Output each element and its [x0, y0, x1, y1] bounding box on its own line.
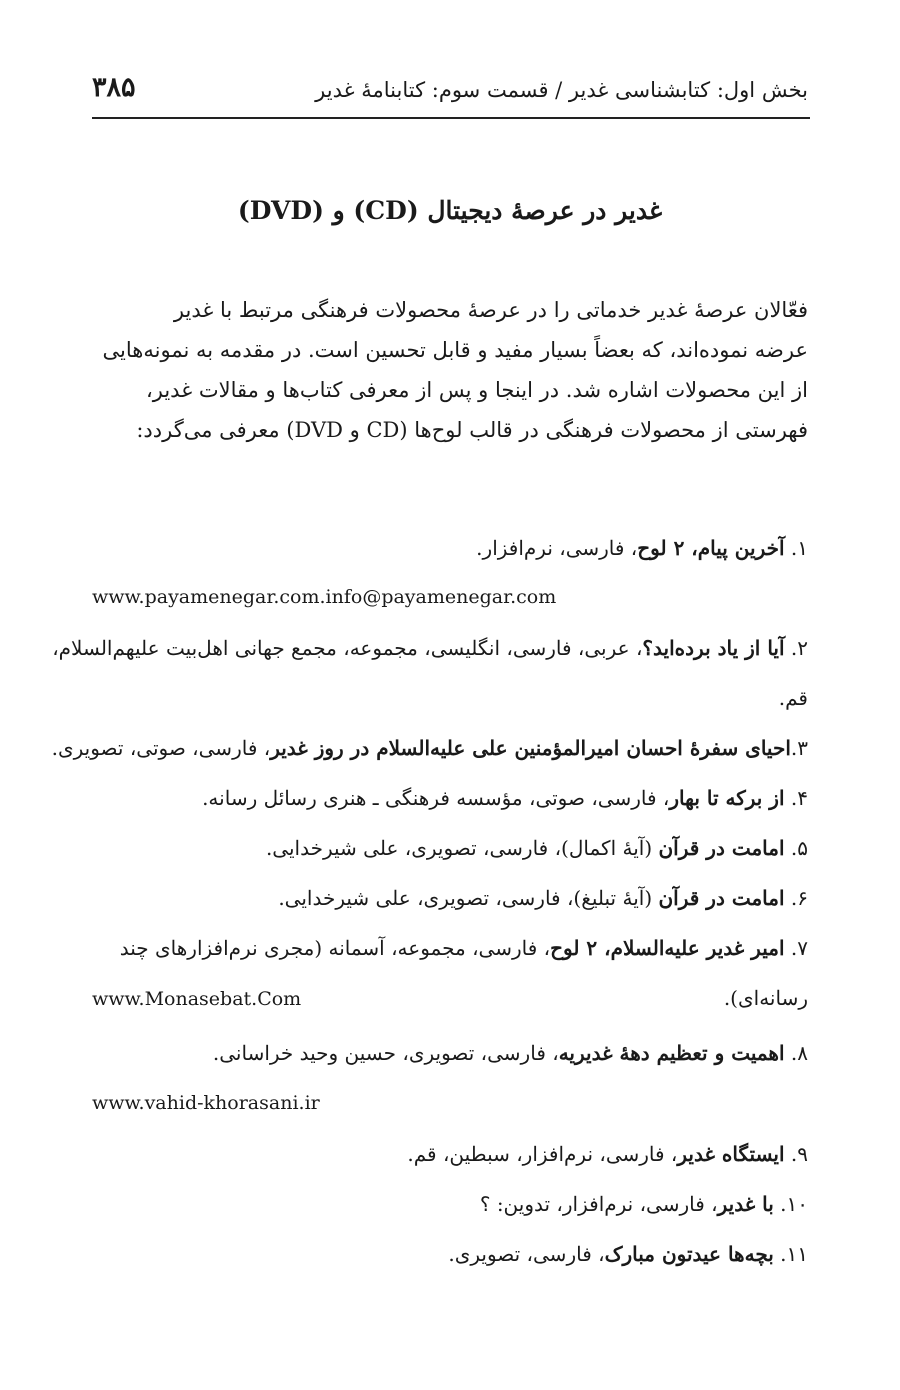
intro-line: فهرستی از محصولات فرهنگی در قالب لوح‌ها (CD و DVD) معرفی می‌گردد: [136, 418, 808, 442]
item-number: ۱. [784, 536, 808, 560]
list-item [120, 936, 808, 960]
item-details: ، فارسی، تصویری، حسین وحید خراسانی. [212, 1041, 559, 1065]
list-item [278, 886, 808, 910]
running-header-title: بخش اول: کتابشناسی غدیر / قسمت سوم: کتابنامۀ غدیر [315, 78, 808, 102]
intro-paragraph [88, 290, 808, 450]
item-number: ۷. [784, 936, 808, 960]
list-item [266, 836, 808, 860]
item-number: ۲. [784, 636, 808, 660]
item-title: بچه‌ها عیدتون مبارک [604, 1242, 774, 1266]
item-number: ۸. [784, 1041, 808, 1065]
item-details: (آیۀ تبلیغ)، فارسی، تصویری، علی شیرخدایی. [278, 886, 659, 910]
item-details: ، فارسی، صوتی، تصویری. [51, 736, 271, 760]
intro-line: از این محصولات اشاره شد. در اینجا و پس از معرفی کتاب‌ها و مقالات غدیر، [145, 378, 808, 402]
item-number: ۳. [790, 736, 808, 760]
item-details: ، عربی، فارسی، انگلیسی، مجموعه، مجمع جهانی اهل‌بیت علیهم‌السلام، [52, 636, 643, 660]
item-url: www.vahid-khorasani.ir [92, 1092, 320, 1114]
item-number: ۱۱. [773, 1242, 808, 1266]
list-item [448, 1242, 808, 1266]
item-details: ، فارسی، تصویری. [448, 1242, 605, 1266]
header-rule [92, 117, 810, 119]
item-number: ۶. [784, 886, 808, 910]
list-item [480, 1192, 808, 1216]
item-title: امامت در قرآن [658, 836, 785, 860]
list-item [476, 536, 808, 560]
item-title: از برکه تا بهار [669, 786, 785, 810]
item-details: ، فارسی، نرم‌افزار، تدوین: ؟ [479, 1192, 718, 1216]
item-number: ۹. [784, 1142, 808, 1166]
item-title: اهمیت و تعظیم دهۀ غدیریه [558, 1041, 785, 1065]
item-continuation: قم. [778, 686, 808, 710]
item-number: ۴. [784, 786, 808, 810]
item-title: امیر غدیر علیه‌السلام، ۲ لوح [550, 936, 785, 960]
item-title: آخرین پیام، ۲ لوح [637, 536, 785, 560]
section-title: غدیر در عرصۀ دیجیتال (CD) و (DVD) [237, 196, 663, 225]
item-url: www.Monasebat.Com [92, 988, 302, 1010]
list-item [202, 786, 808, 810]
item-number: ۱۰. [773, 1192, 808, 1216]
list-item [52, 636, 808, 660]
item-details: ، فارسی، نرم‌افزار، سبطین، قم. [407, 1142, 678, 1166]
item-continuation: رسانه‌ای). [723, 986, 808, 1010]
item-details: ، فارسی، مجموعه، آسمانه (مجری نرم‌افزارهای چند [119, 936, 551, 960]
item-details: ، فارسی، نرم‌افزار. [476, 536, 638, 560]
list-item [213, 1041, 808, 1065]
item-title: آیا از یاد برده‌اید؟ [642, 636, 785, 660]
page-number: ۳۸۵ [92, 72, 136, 103]
item-details: (آیۀ اکمال)، فارسی، تصویری، علی شیرخدایی. [265, 836, 659, 860]
item-title: با غدیر [717, 1192, 774, 1216]
item-details: ، فارسی، صوتی، مؤسسه فرهنگی ـ هنری رسائل رسانه. [202, 786, 670, 810]
item-url: www.payamenegar.com.info@payamenegar.com [92, 586, 557, 608]
item-title: امامت در قرآن [658, 886, 785, 910]
item-number: ۵. [784, 836, 808, 860]
item-title: ایستگاه غدیر [677, 1142, 785, 1166]
item-title: احیای سفرۀ احسان امیرالمؤمنین علی علیه‌السلام در روز غدیر [270, 736, 791, 760]
intro-line: عرضه نموده‌اند، که بعضاً بسیار مفید و قابل تحسین است. در مقدمه به نمونه‌هایی [102, 338, 808, 362]
list-item [407, 1142, 808, 1166]
list-item [52, 736, 808, 760]
intro-line: فعّالان عرصۀ غدیر خدماتی را در عرصۀ محصولات فرهنگی مرتبط با غدیر [173, 298, 808, 322]
